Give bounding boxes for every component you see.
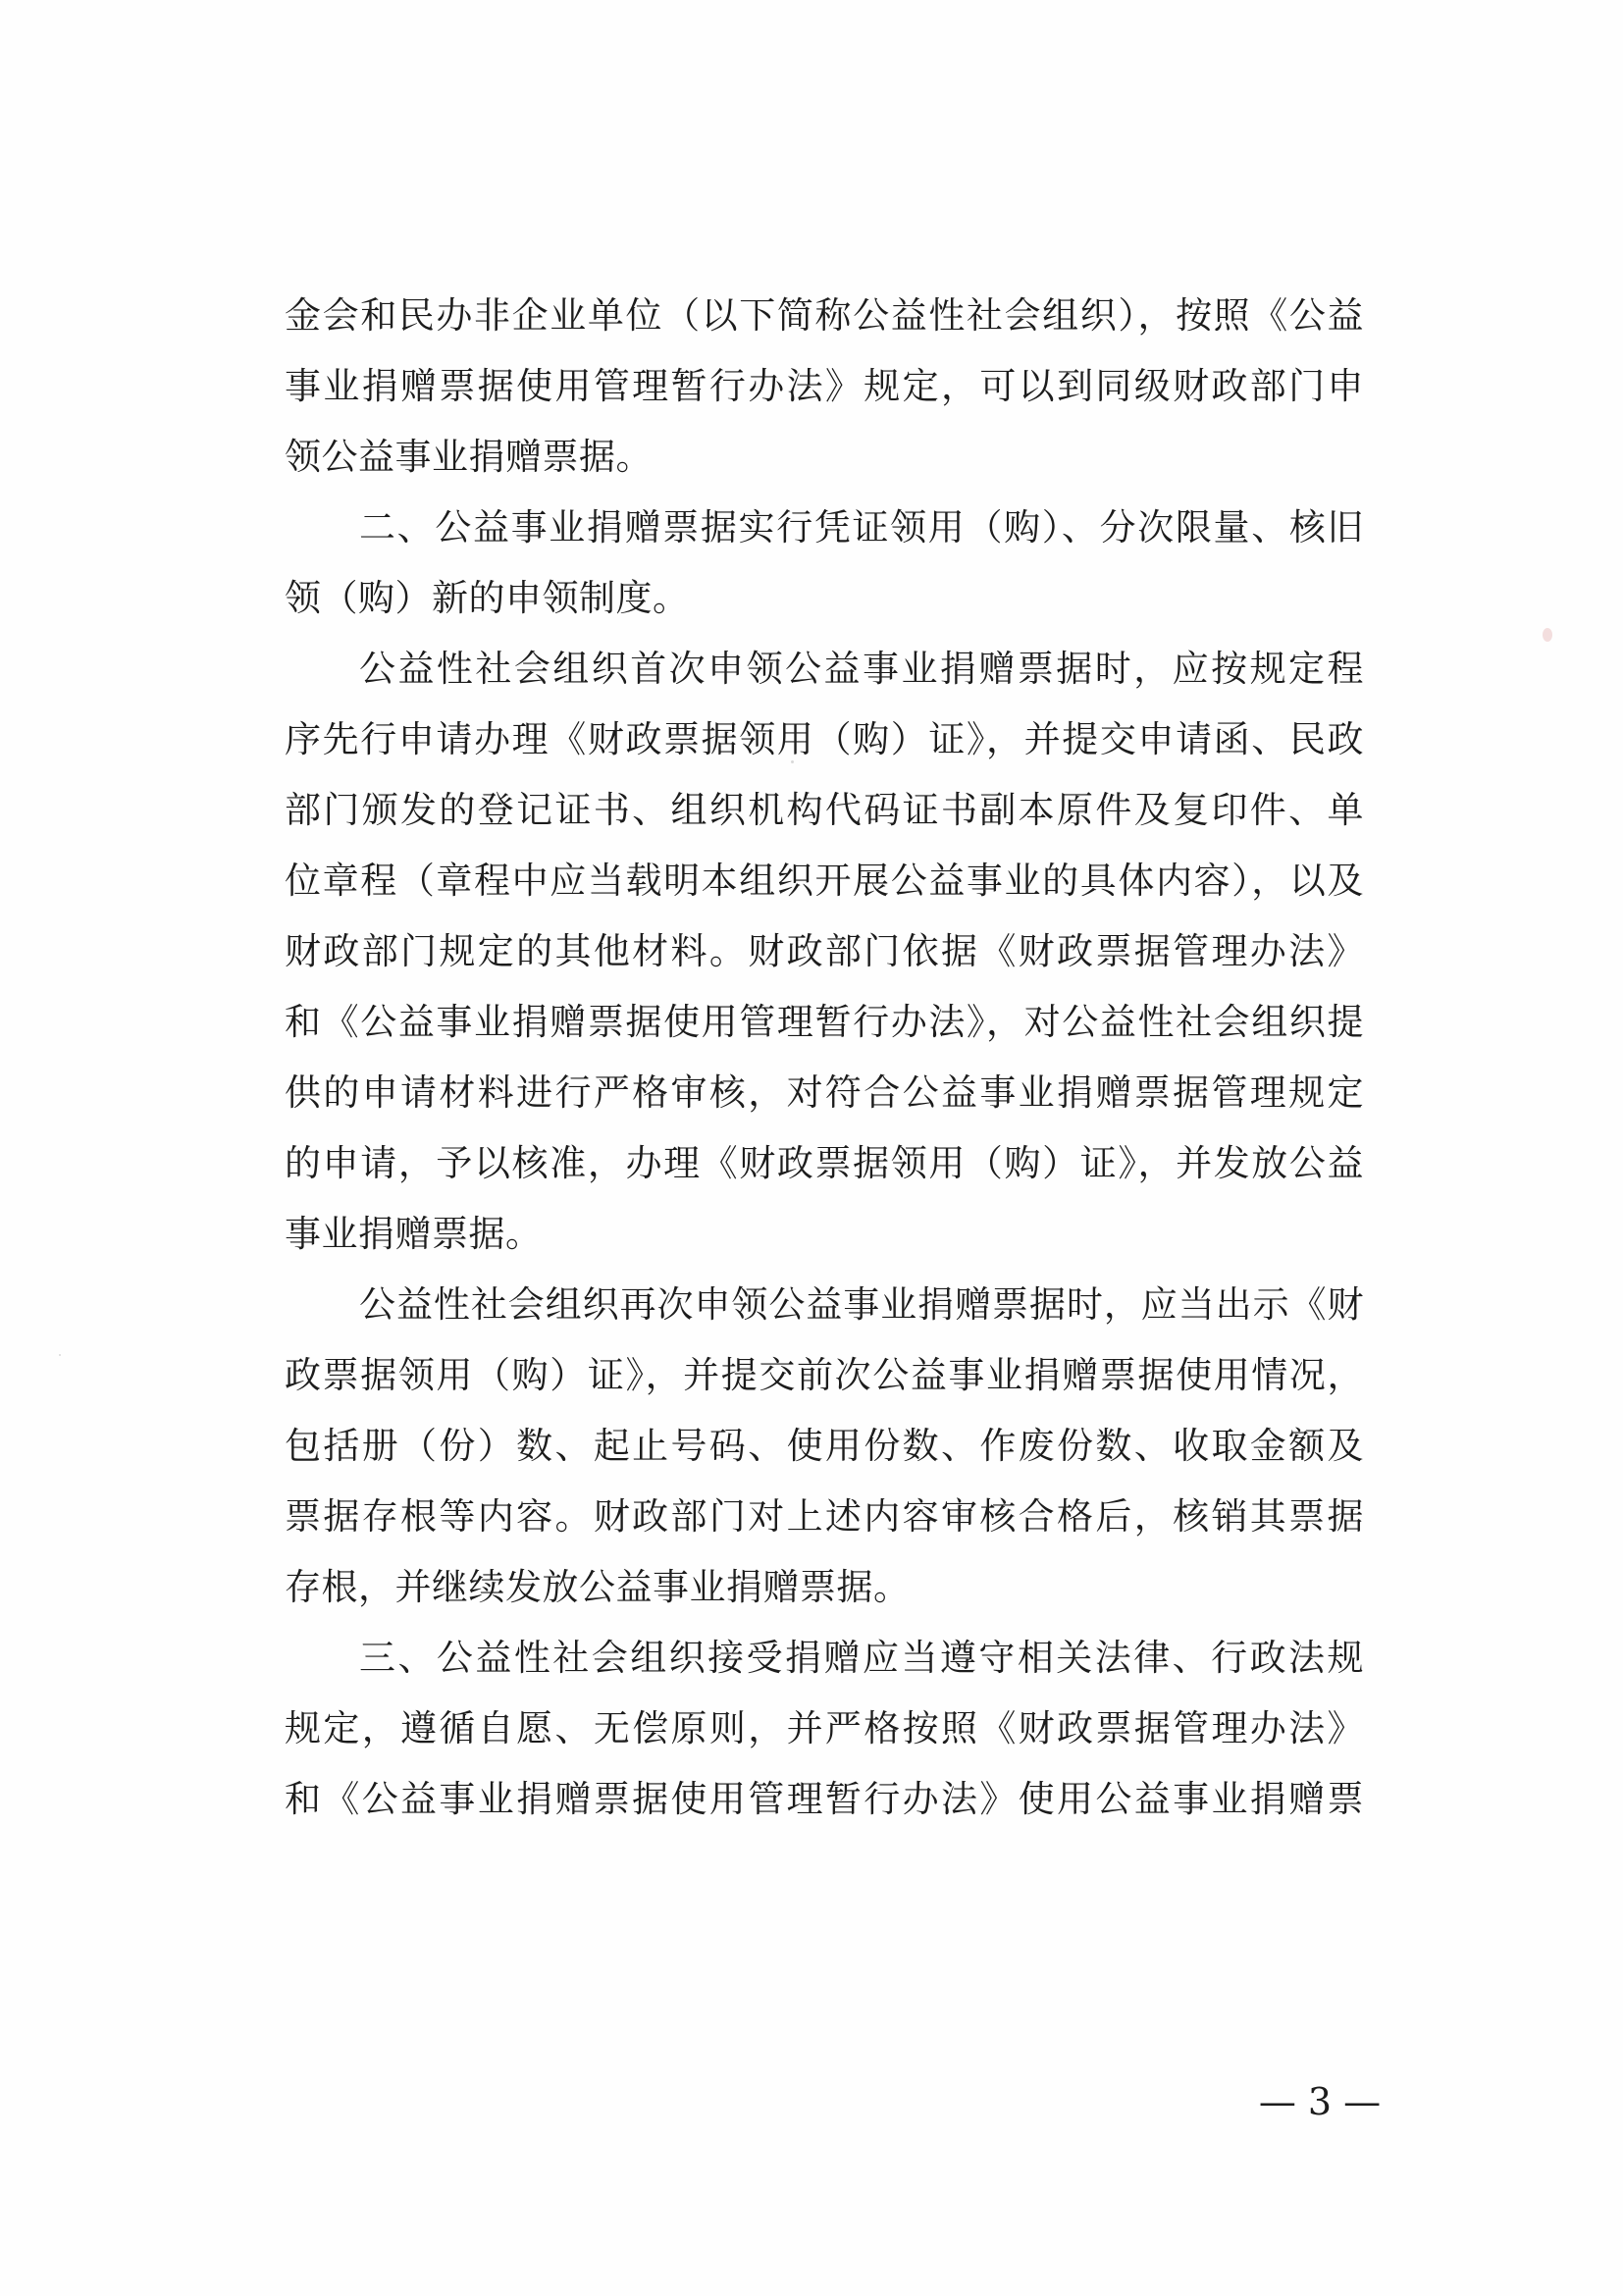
- scan-speck: [791, 760, 794, 763]
- text-line-11: 和《公益事业捐赠票据使用管理暂行办法》，对公益性社会组织提: [285, 1001, 1364, 1043]
- text-line-7: 序先行申请办理《财政票据领用（购）证》，并提交申请函、民政: [285, 718, 1364, 760]
- text-line-1: 金会和民办非企业单位（以下简称公益性社会组织），按照《公益: [285, 294, 1364, 337]
- text-line-20: 三、公益性社会组织接受捐赠应当遵守相关法律、行政法规: [359, 1637, 1364, 1679]
- text-line-3: 领公益事业捐赠票据。: [285, 436, 653, 478]
- text-line-2: 事业捐赠票据使用管理暂行办法》规定，可以到同级财政部门申: [285, 365, 1364, 407]
- text-line-17: 包括册（份）数、起止号码、使用份数、作废份数、收取金额及: [285, 1425, 1364, 1467]
- scan-speck: [59, 1354, 61, 1356]
- text-line-8: 部门颁发的登记证书、组织机构代码证书副本原件及复印件、单: [285, 789, 1364, 831]
- text-line-15: 公益性社会组织再次申领公益事业捐赠票据时，应当出示《财: [359, 1283, 1364, 1326]
- text-line-16: 政票据领用（购）证》，并提交前次公益事业捐赠票据使用情况，: [285, 1354, 1364, 1396]
- text-line-18: 票据存根等内容。财政部门对上述内容审核合格后，核销其票据: [285, 1495, 1364, 1538]
- scan-speck: [1543, 628, 1552, 642]
- text-line-12: 供的申请材料进行严格审核，对符合公益事业捐赠票据管理规定: [285, 1071, 1364, 1114]
- text-line-5: 领（购）新的申领制度。: [285, 577, 690, 619]
- text-line-6: 公益性社会组织首次申领公益事业捐赠票据时，应按规定程: [359, 648, 1364, 690]
- text-line-4: 二、公益事业捐赠票据实行凭证领用（购）、分次限量、核旧: [359, 506, 1364, 548]
- text-line-13: 的申请，予以核准，办理《财政票据领用（购）证》，并发放公益: [285, 1142, 1364, 1184]
- text-line-22: 和《公益事业捐赠票据使用管理暂行办法》使用公益事业捐赠票: [285, 1778, 1364, 1820]
- text-line-19: 存根，并继续发放公益事业捐赠票据。: [285, 1566, 911, 1608]
- text-line-10: 财政部门规定的其他材料。财政部门依据《财政票据管理办法》: [285, 930, 1364, 972]
- text-line-14: 事业捐赠票据。: [285, 1213, 543, 1255]
- page-number: — 3 —: [1258, 2080, 1382, 2123]
- text-line-9: 位章程（章程中应当载明本组织开展公益事业的具体内容），以及: [285, 860, 1364, 902]
- text-line-21: 规定，遵循自愿、无偿原则，并严格按照《财政票据管理办法》: [285, 1707, 1364, 1749]
